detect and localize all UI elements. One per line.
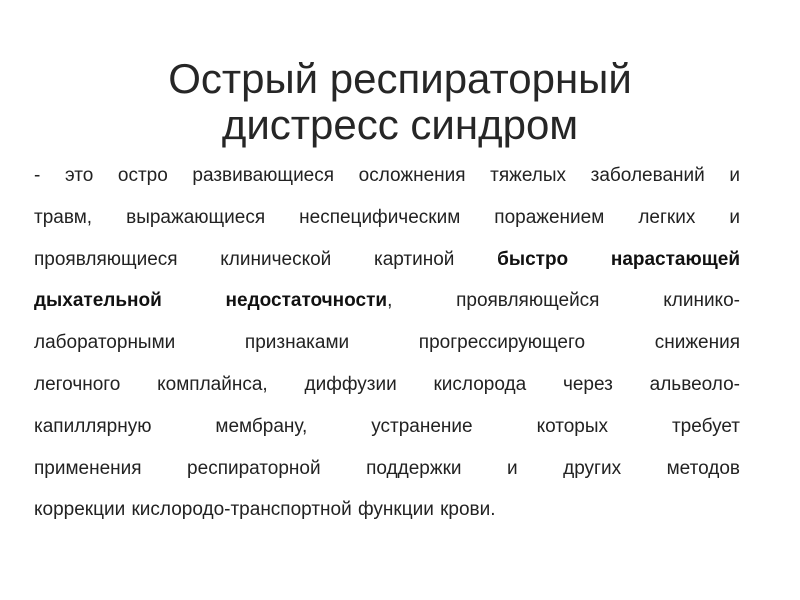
paragraph-line <box>34 326 740 368</box>
paragraph-text: капиллярную мембрану, устранение которых требует <box>34 415 740 437</box>
title-line-2: дистресс синдром <box>221 101 579 148</box>
paragraph-line <box>34 284 740 326</box>
title-line-1: Острый респираторный <box>168 55 632 102</box>
paragraph-line <box>34 493 740 535</box>
paragraph-line <box>34 410 740 452</box>
definition-paragraph <box>34 159 740 535</box>
paragraph-line <box>34 159 740 201</box>
paragraph-text: , проявляющейся клинико- <box>387 290 740 312</box>
paragraph-text: коррекции кислородо-транспортной функции крови. <box>34 499 496 521</box>
paragraph-line <box>34 368 740 410</box>
emphasis-text: дыхательной недостаточности <box>34 290 388 312</box>
emphasis-text: быстро нарастающей <box>497 248 741 270</box>
paragraph-text: применения респираторной поддержки и других методов <box>34 457 740 479</box>
paragraph-text: травм, выражающиеся неспецифическим поражением легких и <box>34 206 740 228</box>
paragraph-text: - это остро развивающиеся осложнения тяжелых заболеваний и <box>34 165 740 186</box>
slide-title <box>0 56 800 148</box>
paragraph-line <box>34 201 740 243</box>
paragraph-text: проявляющиеся клинической картиной <box>34 248 498 270</box>
paragraph-line <box>34 243 740 285</box>
paragraph-line <box>34 452 740 494</box>
paragraph-text: легочного комплайнса, диффузии кислорода через альвеоло- <box>34 373 740 395</box>
paragraph-text: лабораторными признаками прогрессирующего снижения <box>34 332 740 354</box>
